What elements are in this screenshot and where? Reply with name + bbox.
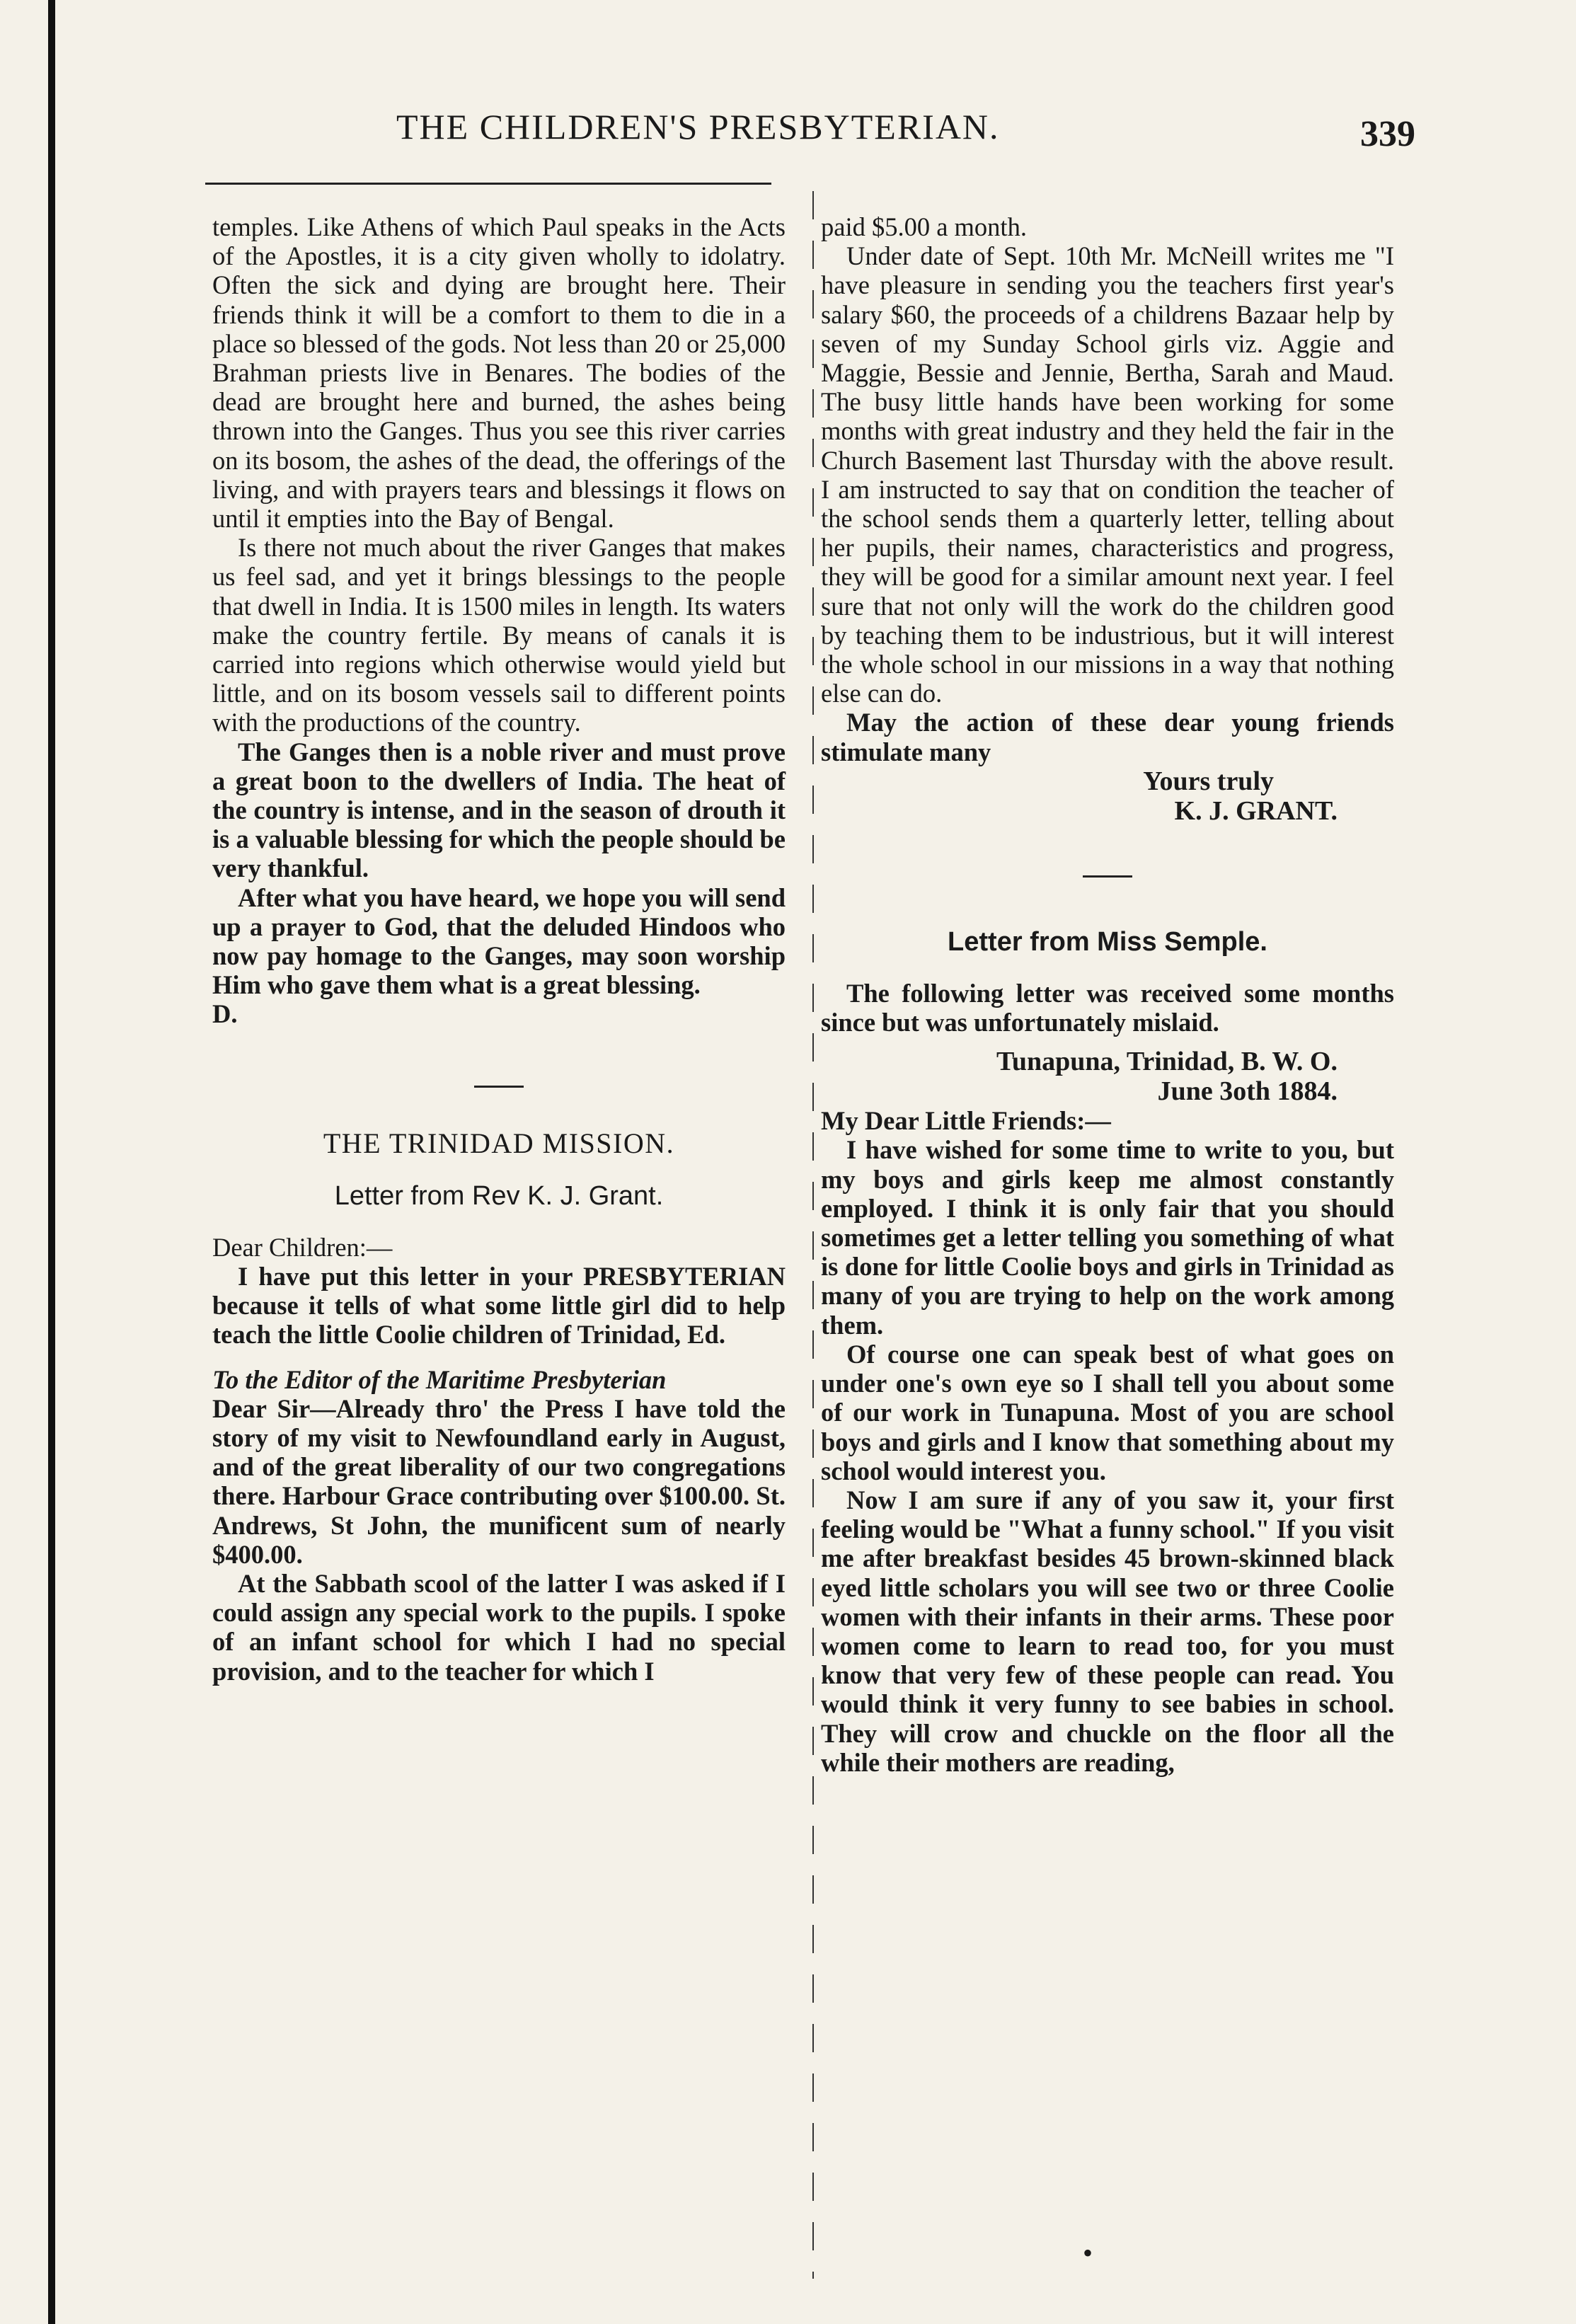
page-bottom-mark: • bbox=[1083, 2237, 1093, 2269]
ganges-paragraph-2: Is there not much about the river Ganges that makes us feel sad, and yet it brings blessings to the people that dwell in India. It is 1500 miles in length. Its waters make the country fertile. By means of canals it is carried into regions which otherwise would yield but little, and on its bosom vessels sail to different points with the productions of the country. bbox=[212, 533, 786, 737]
section-title: THE TRINIDAD MISSION. bbox=[323, 1127, 675, 1159]
semple-paragraph-2: Of course one can speak best of what goes on under one's own eye so I shall tell you about some of our work in Tunapuna. Most of you are school boys and girls and I know that something about my school would interest you. bbox=[821, 1339, 1394, 1485]
ganges-paragraph-4: After what you have heard, we hope you will send up a prayer to God, that the deluded Hindoos who now pay homage to the Ganges, may soon worship Him who gave them what is a great blessing. bbox=[212, 882, 786, 1000]
column-divider bbox=[812, 191, 814, 2279]
editor-intro: I have put this letter in your PRESBYTERIAN because it tells of what some little girl did to help teach the little Coolie children of Trinidad, Ed. bbox=[212, 1261, 786, 1350]
grant-paragraph-3: paid $5.00 a month. bbox=[821, 212, 1027, 241]
semple-paragraph-3: Now I am sure if any of you saw it, your first feeling would be "What a funny school." If you visit me after breakfast besides 45 brown-skinned black eyed little scholars you will see two or three Coolie women with their infants in their arms. These poor women come to learn to read too, for you must know that very few of these people can read. You would think it very funny to see babies in school. They will crow and chuckle on the floor all the while their mothers are reading, bbox=[821, 1485, 1394, 1777]
salutation-friends: My Dear Little Friends:— bbox=[821, 1106, 1111, 1136]
signer-grant: K. J. GRANT. bbox=[1174, 795, 1338, 826]
article-signature: D. bbox=[212, 999, 238, 1029]
to-editor-line: To the Editor of the Maritime Presbyterian bbox=[212, 1364, 667, 1394]
letter-date: June 3oth 1884. bbox=[1157, 1076, 1338, 1107]
semple-intro: The following letter was received some months since but was unfortunately mislaid. bbox=[821, 978, 1394, 1037]
letter-title-grant: Letter from Rev K. J. Grant. bbox=[334, 1180, 664, 1211]
header-rule bbox=[205, 183, 771, 185]
page-header bbox=[212, 99, 1415, 163]
semple-paragraph-1: I have wished for some time to write to you, but my boys and girls keep me almost constantly employed. I think it is only fair that you should sometimes get a letter telling you something of what is done for little Coolie boys and girls in Trinidad as many of you are trying to help on the work among them. bbox=[821, 1135, 1394, 1340]
left-column bbox=[212, 212, 786, 1686]
letter-title-semple: Letter from Miss Semple. bbox=[948, 926, 1267, 957]
ganges-paragraph-1: temples. Like Athens of which Paul speaks in the Acts of the Apostles, it is a city given wholly to idolatry. Often the sick and dying are brought here. Their friends think it will be a comfort to them to die in a place so blessed of the gods. Not less than 20 or 25,000 Brahman priests live in Benares. The bodies of the dead are brought here and burned, the ashes being thrown into the Ganges. Thus you see this river carries on its bosom, the ashes of the dead, the offerings of the living, and with prayers tears and blessings it flows on until it empties into the Bay of Bengal. bbox=[212, 212, 786, 534]
grant-paragraph-2: At the Sabbath scool of the latter I was asked if I could assign any special work to the pupils. I spoke of an infant school for which I had no special provision, and to the teacher for which I bbox=[212, 1568, 786, 1686]
closing: Yours truly bbox=[1143, 766, 1274, 796]
letter-place: Tunapuna, Trinidad, B. W. O. bbox=[996, 1047, 1338, 1077]
grant-paragraph-1: Dear Sir—Already thro' the Press I have told the story of my visit to Newfoundland early in August, and of the great liberality of our two congregations there. Harbour Grace contributing over $100.00. St. Andrews, St John, the munificent sum of nearly $400.00. bbox=[212, 1393, 786, 1569]
ganges-paragraph-3: The Ganges then is a noble river and must prove a great boon to the dwellers of India. The heat of the country is intense, and in the season of drouth it is a valuable blessing for which the people should be very thankful. bbox=[212, 737, 786, 883]
salutation-children: Dear Children:— bbox=[212, 1232, 393, 1262]
right-column bbox=[821, 212, 1394, 1777]
running-title: THE CHILDREN'S PRESBYTERIAN. bbox=[396, 107, 1000, 146]
page-number: 339 bbox=[1360, 114, 1415, 154]
page-edge-rule bbox=[48, 0, 55, 2324]
grant-paragraph-4: Under date of Sept. 10th Mr. McNeill writes me "I have pleasure in sending you the teachers first year's salary $60, the proceeds of a childrens Bazaar help by seven of my Sunday School girls viz. Aggie and Maggie, Bessie and Jennie, Bertha, Sarah and Maud. The busy little hands have been working for some months with great industry and they held the fair in the Church Basement last Thursday with the above result. I am instructed to say that on condition the teacher of the school sends them a quarterly letter, telling about her pupils, their names, characteristics and progress, they will be good for a similar amount next year. I feel sure that not only will the work do the children good by teaching them to be industrious, but it will interest the whole school in our missions in a way that nothing else can do. bbox=[821, 241, 1394, 708]
grant-paragraph-5: May the action of these dear young friends stimulate many bbox=[821, 708, 1394, 766]
